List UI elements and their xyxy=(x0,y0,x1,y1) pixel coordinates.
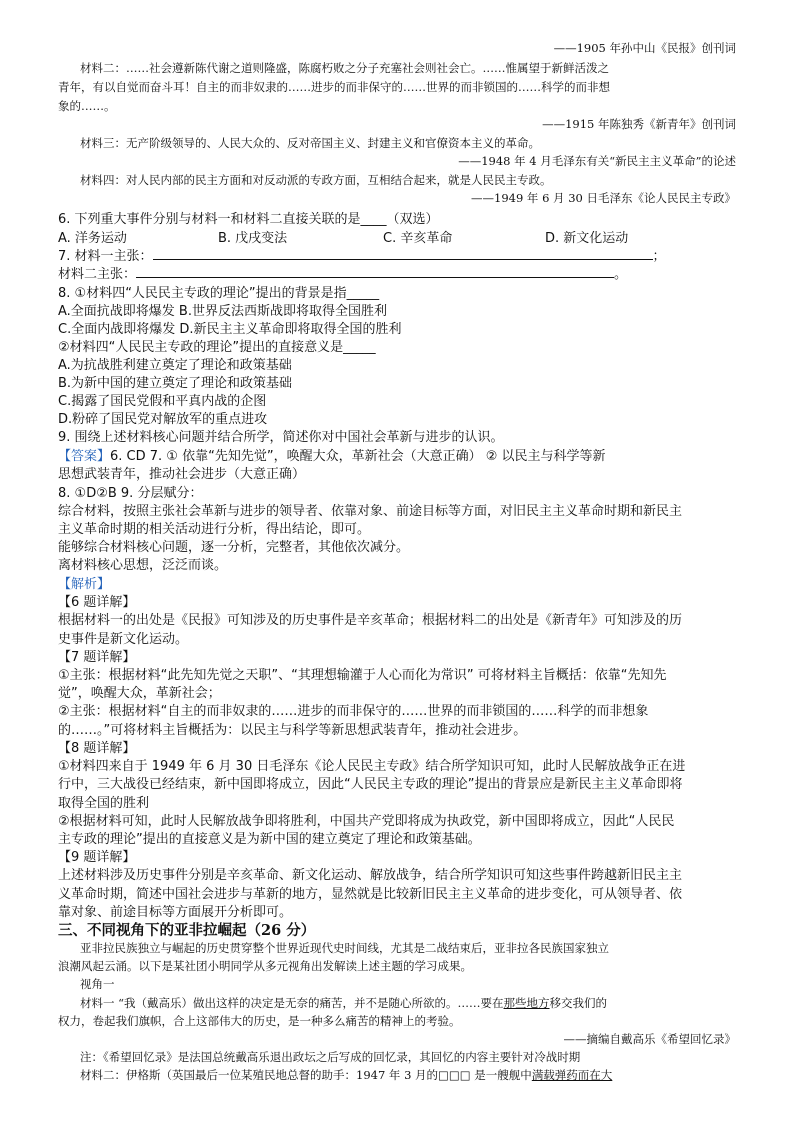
analysis-6-line-2: 史事件是新文化运动。 xyxy=(58,632,189,647)
question-6-stem: 6. 下列重大事件分别与材料一和材料二直接关联的是____（双选） xyxy=(58,212,439,227)
q8-options-ab: A.全面抗战即将爆发 B.世界反法西斯战即将取得全国胜利 xyxy=(58,304,387,319)
q7-end-1: ； xyxy=(652,249,666,264)
s3-m1-text-a: 材料一 “我（戴高乐）做出这样的决定是无奈的痛苦，并不是随心所欲的。……要在 xyxy=(80,996,504,1010)
q8-options-cd: C.全面内战即将爆发 D.新民主主义革命即将取得全国的胜利 xyxy=(58,322,402,337)
q8-2-option-b: B.为新中国的建立奠定了理论和政策基础 xyxy=(58,376,293,391)
material-2-line-2: 青年，有以自觉而奋斗耳！自主的而非奴隶的……进步的而非保守的……世界的而非锁国的……科学的而非想 xyxy=(58,80,610,94)
q6-option-d: D. 新文化运动 xyxy=(545,231,629,246)
question-8-part-1: 8. ①材料四“人民民主专政的理论”提出的背景是指_____ xyxy=(58,286,380,301)
s3-source-material-1: ——摘编自戴高乐《希望回忆录》 xyxy=(563,1032,736,1046)
section-3-intro-1: 亚非拉民族独立与崛起的历史贯穿整个世界近现代史时间线，尤其是二战结束后，亚非拉各民族国家独立 xyxy=(80,941,609,955)
analysis-9-line-2: 义革命时期，简述中国社会进步与革新的地方，显然就是比较新旧民主主义革命的进步变化，可从领导者、依 xyxy=(58,887,683,902)
s3-note: 注：《希望回忆录》是法国总统戴高乐退出政坛之后写成的回忆录，其回忆的内容主要针对冷战时期 xyxy=(80,1050,581,1064)
answer-line-3: 8. ①D②B 9. 分层赋分： xyxy=(58,486,203,501)
s3-m1-text-b: 移交我们的 xyxy=(549,996,608,1010)
analysis-8-line-2: 行中，三大战役已经结束，新中国即将成立，因此“人民民主专政的理论”提出的背景应是新民主主义革命即将 xyxy=(58,777,683,792)
source-material-3: ——1948 年 4 月毛泽东有关“新民主主义革命”的论述 xyxy=(458,154,736,168)
answer-line-2: 思想武装青年，推动社会进步（大意正确） xyxy=(58,467,306,482)
q7-label-1: 7. 材料一主张： xyxy=(58,249,153,264)
q6-option-c: C. 辛亥革命 xyxy=(383,231,453,246)
analysis-7-line-3: ②主张：根据材料“自主的而非奴隶的……进步的而非保守的……世界的而非锁国的……科学的而非想象 xyxy=(58,704,649,719)
analysis-8-line-1: ①材料四来自于 1949 年 6 月 30 日毛泽东《论人民民主专政》结合所学知识可知，此时人民解放战争正在进 xyxy=(58,759,686,774)
material-3: 材料三：无产阶级领导的、人民大众的、反对帝国主义、封建主义和官僚资本主义的革命。 xyxy=(80,136,540,150)
q8-2-option-a: A.为抗战胜利建立奠定了理论和政策基础 xyxy=(58,358,292,373)
analysis-8-line-3: 取得全国的胜利 xyxy=(58,796,150,811)
analysis-7-line-1: ①主张：根据材料“此先知先觉之天职”、“其理想输灌于人心而化为常识” 可将材料主旨概括：依靠“先知先 xyxy=(58,668,667,683)
question-7-line-1 xyxy=(58,245,666,264)
question-8-part-2: ②材料四“人民民主专政的理论”提出的直接意义是_____ xyxy=(58,340,376,355)
analysis-7-line-2: 觉”，唤醒大众，革新社会； xyxy=(58,686,221,701)
q7-blank-2[interactable] xyxy=(136,264,614,278)
section-3-title: 三、不同视角下的亚非拉崛起（26 分） xyxy=(58,922,316,939)
material-4: 材料四：对人民内部的民主方面和对反动派的专政方面，互相结合起来，就是人民民主专政。 xyxy=(80,173,552,187)
s3-material-1-line-1 xyxy=(80,995,607,1011)
analysis-heading-8: 【8 题详解】 xyxy=(58,741,136,756)
answer-line-6: 能够综合材料核心问题，逐一分析，完整者，其他依次减分。 xyxy=(58,540,410,555)
analysis-heading-9: 【9 题详解】 xyxy=(58,850,136,865)
q7-blank-1[interactable] xyxy=(153,246,653,260)
q7-label-2: 材料二主张： xyxy=(58,267,137,282)
s3-material-1-line-2: 权力，卷起我们旗帜，合上这部伟大的历史，是一种多么痛苦的精神上的考验。 xyxy=(58,1014,461,1028)
answer-line-4: 综合材料，按照主张社会革新与进步的领导者、依靠对象、前途目标等方面，对旧民主主义革命时期和新民主 xyxy=(58,504,683,519)
analysis-6-line-1: 根据材料一的出处是《民报》可知涉及的历史事件是辛亥革命；根据材料二的出处是《新青年》可知涉及的历 xyxy=(58,613,683,628)
q6-option-b: B. 戊戌变法 xyxy=(218,231,288,246)
s3-material-2-line-1 xyxy=(80,1067,612,1083)
answer-line-1 xyxy=(58,445,605,464)
material-2-line-1: 材料二：……社会遵新陈代谢之道则隆盛，陈腐朽败之分子充塞社会则社会亡。……惟属望于新鲜活泼之 xyxy=(80,61,609,75)
question-7-line-2 xyxy=(58,263,627,282)
q6-option-a: A. 洋务运动 xyxy=(58,231,127,246)
s3-m2-text: 材料二：伊格斯（英国最后一位某殖民地总督的助手：1947 年 3 月的□□□ 是一艘舰中 xyxy=(80,1068,532,1082)
question-9-stem: 9. 围绕上述材料核心问题并结合所学，简述你对中国社会革新与进步的认识。 xyxy=(58,430,504,445)
answer-tag: 【答案】 xyxy=(58,449,111,464)
q8-2-option-d: D.粉碎了国民党对解放军的重点进攻 xyxy=(58,412,268,427)
analysis-heading-7: 【7 题详解】 xyxy=(58,650,136,665)
answer-line-7: 离材料核心思想，泛泛而谈。 xyxy=(58,558,228,573)
analysis-7-line-4: 的……。”可将材料主旨概括为：以民主与科学等新思想武装青年，推动社会进步。 xyxy=(58,723,527,738)
section-3-intro-2: 浪潮风起云涌。以下是某社团小明同学从多元视角出发解读上述主题的学习成果。 xyxy=(58,959,472,973)
s3-m2-underlined: 满载弹药而在大 xyxy=(531,1068,613,1082)
analysis-8-line-5: 主专政的理论”提出的直接意义是为新中国的建立奠定了理论和政策基础。 xyxy=(58,832,481,847)
perspective-1-label: 视角一 xyxy=(80,977,115,991)
source-material-2: ——1915 年陈独秀《新青年》创刊词 xyxy=(542,117,736,131)
source-material-1: ——1905 年孙中山《民报》创刊词 xyxy=(553,41,736,55)
source-material-4: ——1949 年 6 月 30 日毛泽东《论人民民主专政》 xyxy=(471,191,736,205)
analysis-heading-6: 【6 题详解】 xyxy=(58,595,136,610)
analysis-9-line-1: 上述材料涉及历史事件分别是辛亥革命、新文化运动、解放战争，结合所学知识可知这些事件跨越新旧民主主 xyxy=(58,868,683,883)
s3-m1-underlined: 那些地方 xyxy=(503,996,550,1010)
analysis-8-line-4: ②根据材料可知，此时人民解放战争即将胜利，中国共产党即将成为执政党，新中国即将成立，因此“人民民 xyxy=(58,814,675,829)
material-2-line-3: 象的……。 xyxy=(58,99,116,113)
answer-line-5: 主义革命时期的相关活动进行分析，得出结论，即可。 xyxy=(58,522,371,537)
analysis-9-line-3: 靠对象、前途目标等方面展开分析即可。 xyxy=(58,905,293,920)
answer-text-1: 6. CD 7. ① 依靠“先知先觉”，唤醒大众，革新社会（大意正确） ② 以民主与科学等新 xyxy=(110,449,606,464)
analysis-tag: 【解析】 xyxy=(58,577,111,592)
q8-2-option-c: C.揭露了国民党假和平真内战的企图 xyxy=(58,394,267,409)
q7-end-2: 。 xyxy=(614,267,628,282)
